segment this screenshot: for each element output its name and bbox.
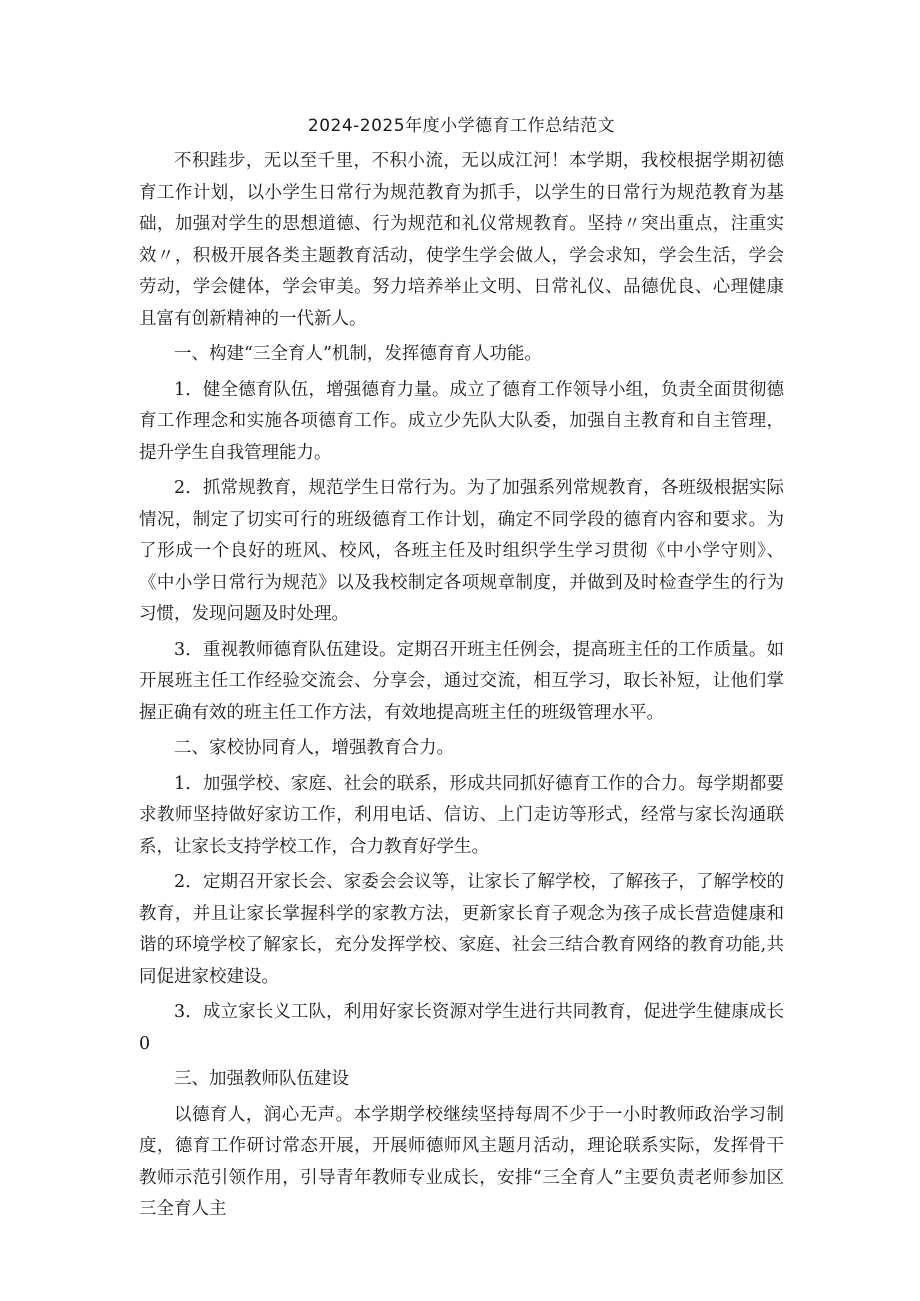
document-title: 2024-2025年度小学德育工作总结范文: [307, 116, 616, 136]
section-1-item-3: 3．重视教师德育队伍建设。定期召开班主任例会，提高班主任的工作质量。如开展班主任工作经验交流会、分享会，通过交流，相互学习，取长补短，让他们掌握正确有效的班主任工作方法，有效地提高班主任的班级管理水平。: [139, 639, 784, 723]
section-1-item-1: 1．健全德育队伍，增强德育力量。成立了德育工作领导小组，负责全面贯彻德育工作理念和实施各项德育工作。成立少先队大队委，加强自主教育和自主管理，提升学生自我管理能力。: [139, 379, 784, 463]
section-2-item-3: 3．成立家长义工队，利用好家长资源对学生进行共同教育，促进学生健康成长0: [139, 1002, 784, 1054]
intro-paragraph: 不积跬步，无以至千里，不积小流，无以成江河！本学期，我校根据学期初德育工作计划，以小学生日常行为规范教育为抓手，以学生的日常行为规范教育为基础，加强对学生的思想道德、行为规范和礼仪常规教育。坚持〃突出重点，注重实效〃，积极开展各类主题教育活动，使学生学会做人，学会求知，学会生活，学会劳动，学会健体，学会审美。努力培养举止文明、日常礼仪、品德优良、心理健康且富有创新精神的一代新人。: [139, 151, 784, 329]
section-1-item-2: 2．抓常规教育，规范学生日常行为。为了加强系列常规教育，各班级根据实际情况，制定了切实可行的班级德育工作计划，确定不同学段的德育内容和要求。为了形成一个良好的班风、校风，各班主任及时组织学生学习贯彻《中小学守则》、《中小学日常行为规范》以及我校制定各项规章制度，并做到及时检查学生的行为习惯，发现问题及时处理。: [139, 478, 784, 624]
document-page: [139, 112, 784, 1230]
section-3-heading: 三、加强教师队伍建设: [174, 1069, 349, 1089]
section-3-paragraph: 以德育人，润心无声。本学期学校继续坚持每周不少于一小时教师政治学习制度，德育工作研讨常态开展，开展师德师风主题月活动，理论联系实际，发挥骨干教师示范引领作用，引导青年教师专业成长，安排“三全育人”主要负责老师参加区三全育人主: [139, 1104, 784, 1219]
section-1-heading: 一、构建“三全育人”机制，发挥德育育人功能。: [174, 344, 542, 364]
section-2-item-2: 2．定期召开家长会、家委会会议等，让家长了解学校，了解孩子，了解学校的教育，并且让家长掌握科学的家教方法，更新家长育子观念为孩子成长营造健康和谐的环境学校了解家长，充分发挥学校、家庭、社会三结合教育网络的教育功能,共同促进家校建设。: [139, 872, 784, 987]
section-2-heading: 二、家校协同育人，增强教育合力。: [174, 738, 454, 758]
section-2-item-1: 1．加强学校、家庭、社会的联系，形成共同抓好德育工作的合力。每学期都要求教师坚持做好家访工作，利用电话、信访、上门走访等形式，经常与家长沟通联系，让家长支持学校工作，合力教育好学生。: [139, 773, 784, 857]
